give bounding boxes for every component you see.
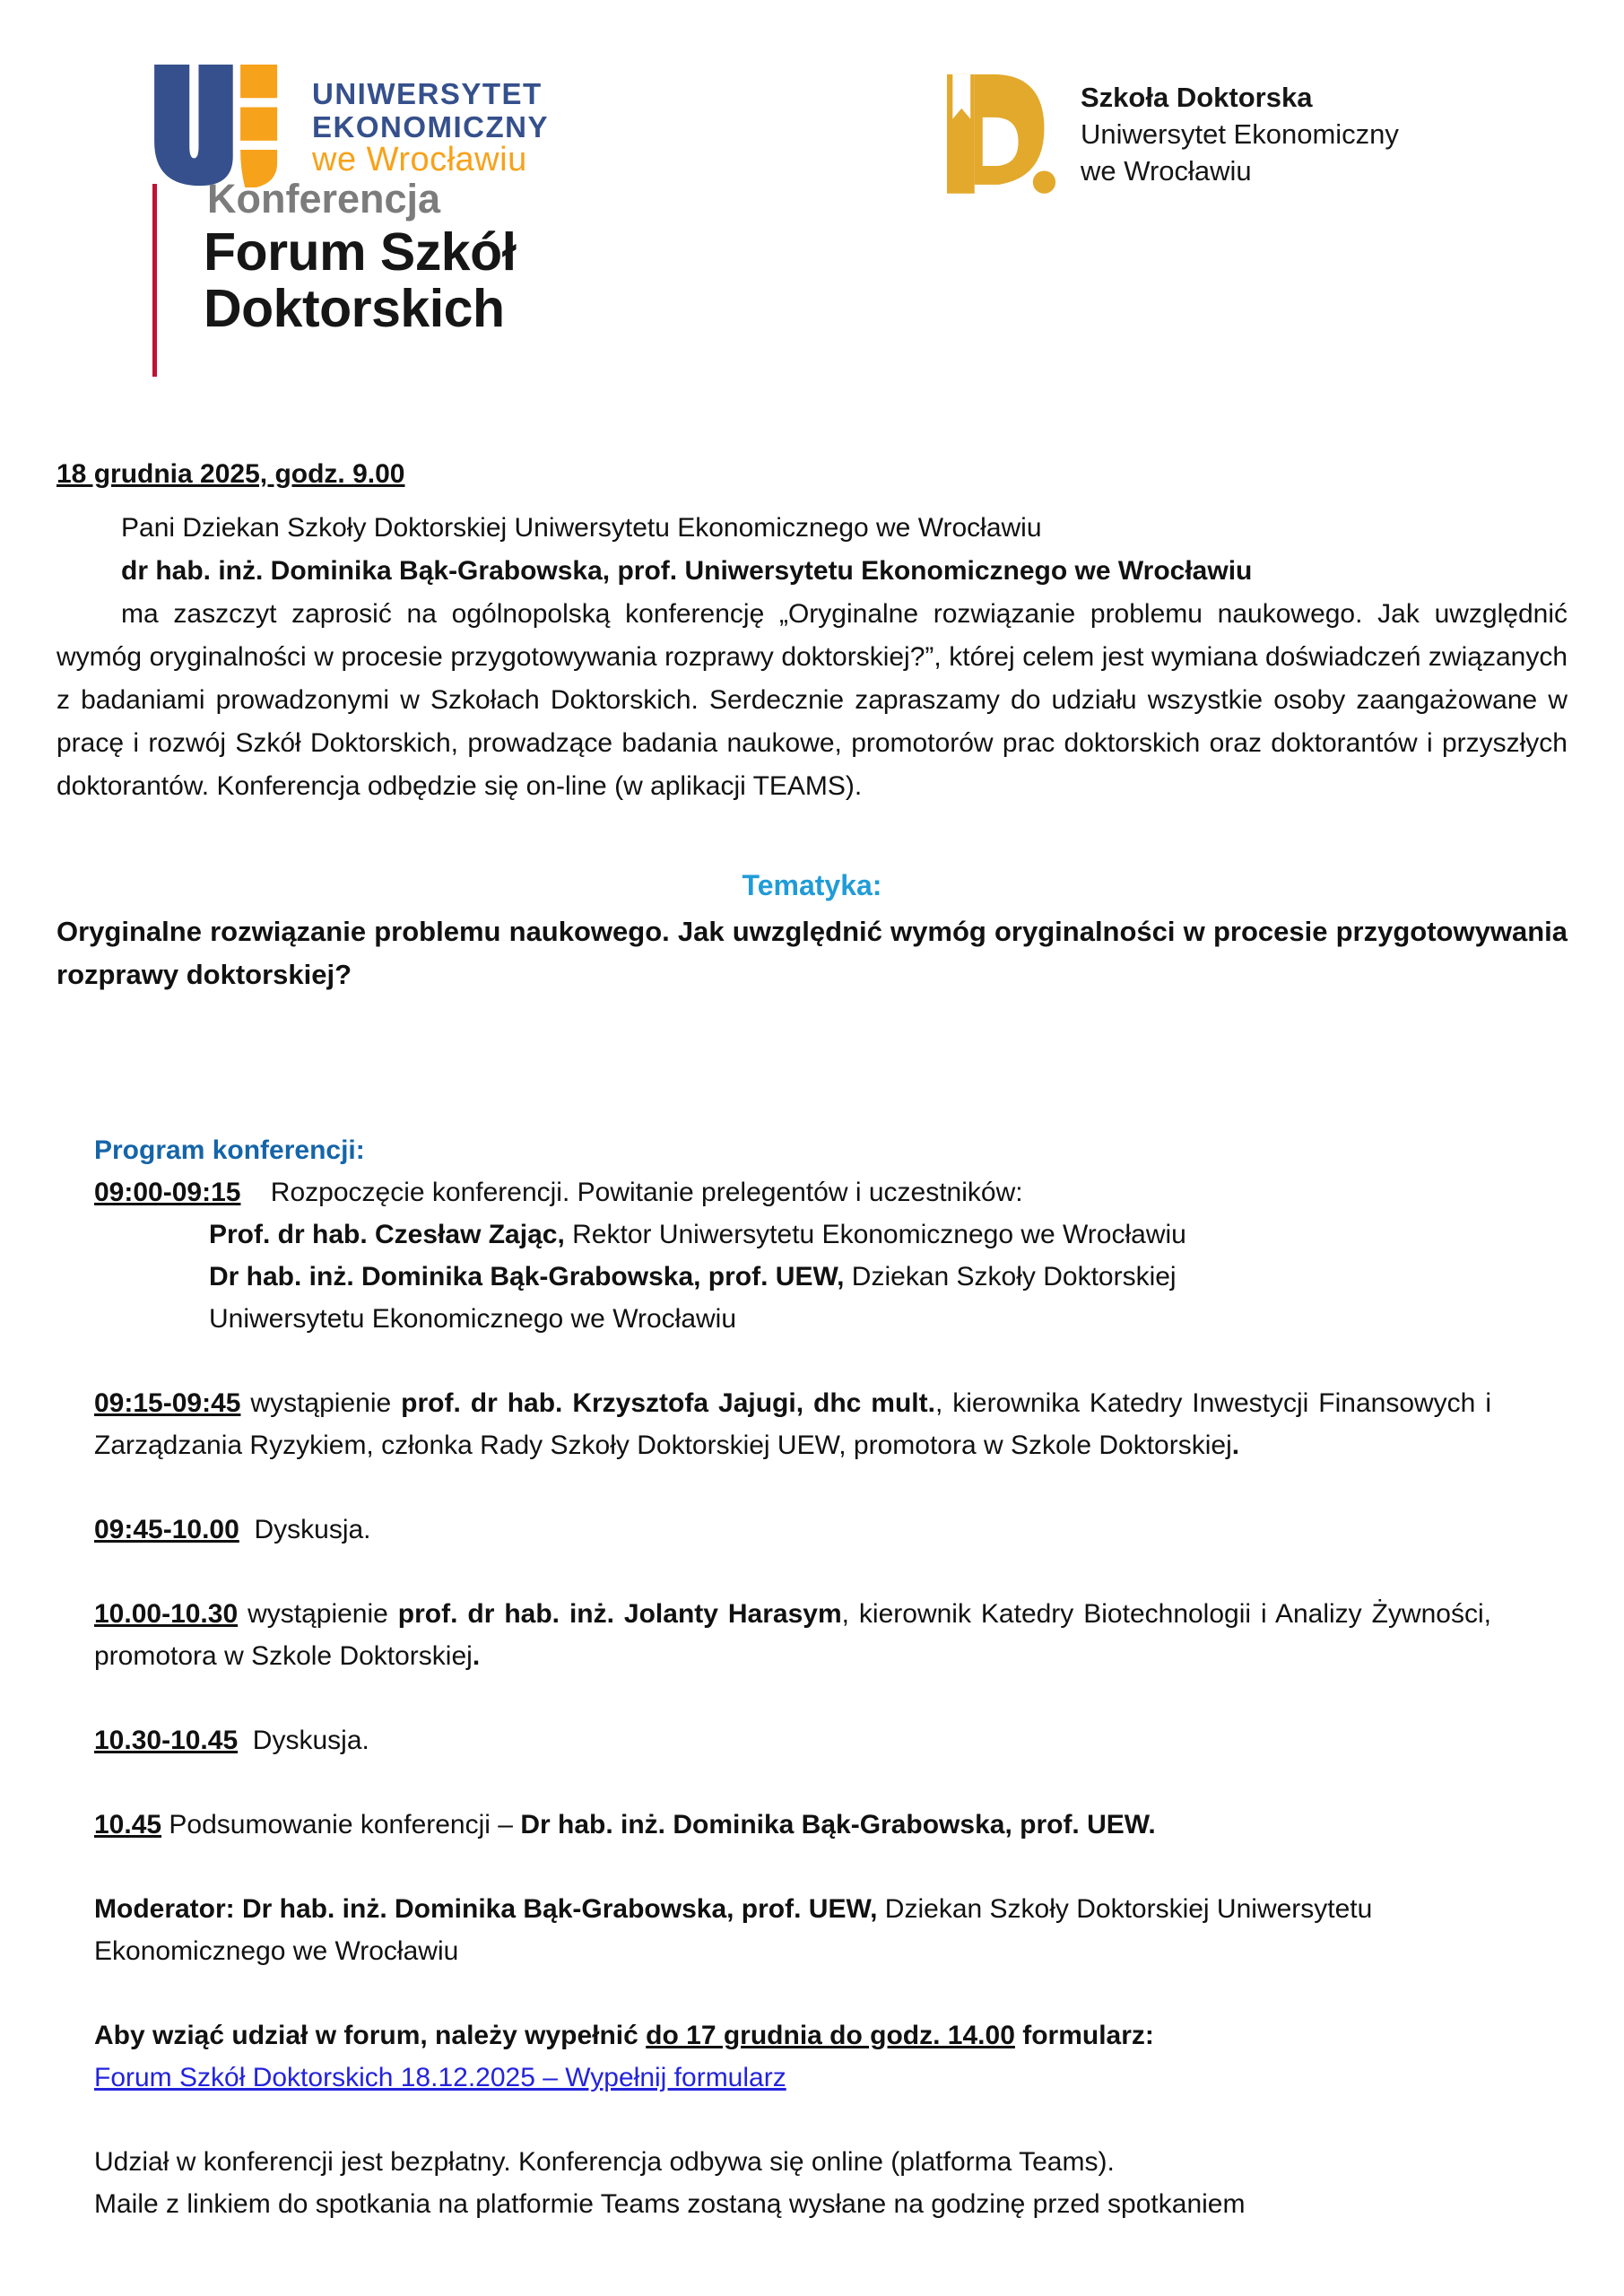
registration-link-line (94, 2057, 1491, 2099)
doctoral-school-wordmark (1081, 79, 1399, 189)
moderator-line: Moderator: Dr hab. inż. Dominika Bąk-Grabowska, prof. UEW, Dziekan Szkoły Doktorskiej Uniwersytetu Ekonomicznego we Wrocławiu (94, 1894, 1380, 1966)
program-item-discussion-2: 10.30-10.45 Dyskusja. (94, 1726, 369, 1755)
doctoral-school-logo-icon (947, 72, 1056, 194)
tematyka-text: Oryginalne rozwiązanie problemu naukowego. Jak uwzględnić wymóg oryginalności w procesie przygotowywania rozprawy doktorskiej? (56, 916, 1568, 990)
sd-logo-line3: we Wrocławiu (1081, 155, 1252, 187)
program-item-opening-line: 09:00-09:15 Rozpoczęcie konferencji. Powitanie prelegentów i uczestników: (94, 1178, 1023, 1207)
intro-line-dean: Pani Dziekan Szkoły Doktorskiej Uniwersytetu Ekonomicznego we Wrocławiu (121, 513, 1042, 543)
conference-label: Konferencja (207, 176, 441, 222)
tematyka-heading: Tematyka: (742, 869, 882, 901)
program-heading: Program konferencji: (94, 1135, 365, 1165)
conference-title-line2: Doktorskich (204, 279, 505, 338)
ue-logo-line3: we Wrocławiu (312, 141, 527, 178)
program-speaker-dziekan-cont: Uniwersytetu Ekonomicznego we Wrocławiu (209, 1304, 737, 1334)
program-item-summary: 10.45 Podsumowanie konferencji – Dr hab. inż. Dominika Bąk-Grabowska, prof. UEW. (94, 1810, 1156, 1839)
program-speaker-rektor: Prof. dr hab. Czesław Zając, Rektor Uniwersytetu Ekonomicznego we Wrocławiu (209, 1220, 1186, 1249)
event-date-heading: 18 grudnia 2025, godz. 9.00 (56, 459, 405, 489)
ue-logo-line1: UNIWERSYTET (312, 77, 543, 110)
footer-line-free: Udział w konferencji jest bezpłatny. Konferencja odbywa się online (platforma Teams). (94, 2147, 1115, 2177)
intro-line-dean-name: dr hab. inż. Dominika Bąk-Grabowska, prof. Uniwersytetu Ekonomicznego we Wrocławiu (121, 556, 1253, 586)
document-body (56, 453, 1568, 2225)
footer-line-mails: Maile z linkiem do spotkania na platformie Teams zostaną wysłane na godzinę przed spotkaniem (94, 2189, 1246, 2219)
registration-notice: Aby wziąć udział w forum, należy wypełnić do 17 grudnia do godz. 14.00 formularz: (94, 2021, 1154, 2050)
sd-logo-line1: Szkoła Doktorska (1081, 82, 1313, 113)
program-speaker-dziekan: Dr hab. inż. Dominika Bąk-Grabowska, prof. UEW, Dziekan Szkoły Doktorskiej (209, 1262, 1177, 1292)
invitation-paragraph: ma zaszczyt zaprosić na ogólnopolską konferencję „Oryginalne rozwiązanie problemu naukowego. Jak uwzględnić wymóg oryginalności w procesie przygotowywania rozprawy doktorskiej?”, której celem jest wymiana doświadczeń związanych z badaniami prowadzonymi w Szkołach Doktorskich. Serdecznie zapraszamy do udziału wszystkie osoby zaangażowane w pracę i rozwój Szkół Doktorskich, prowadzące badania naukowe, promotorów prac doktorskich oraz doktorantów i przyszłych doktorantów. Konferencja odbędzie się on-line (w aplikacji TEAMS). (56, 599, 1568, 801)
conference-title (204, 224, 517, 337)
footer-block (94, 2141, 1491, 2225)
program-item-harasym: 10.00-10.30 wystąpienie prof. dr hab. inż. Jolanty Harasym, kierownik Katedry Biotechnologii i Analizy Żywności, promotora w Szkole Doktorskiej. (94, 1599, 1499, 1671)
program-section (94, 1129, 1499, 2225)
program-item-discussion-1: 09:45-10.00 Dyskusja. (94, 1515, 371, 1544)
ue-university-logo-icon (154, 65, 280, 187)
ue-logo-wordmark (312, 77, 549, 177)
program-item-opening (94, 1171, 1491, 1340)
sd-logo-line2: Uniwersytet Ekonomiczny (1081, 118, 1399, 150)
ue-logo-line2: EKONOMICZNY (312, 110, 549, 144)
registration-block (94, 2014, 1491, 2099)
conference-title-line1: Forum Szkół (204, 222, 517, 282)
document-header (0, 0, 1624, 422)
program-item-jajuga: 09:15-09:45 wystąpienie prof. dr hab. Krzysztofa Jajugi, dhc mult., kierownika Katedry Inwestycji Finansowych i Zarządzania Ryzykiem, członka Rady Szkoły Doktorskiej UEW, promotora w Szkole Doktorskiej. (94, 1388, 1499, 1460)
red-accent-rule (152, 184, 157, 377)
registration-form-link[interactable]: Forum Szkół Doktorskich 18.12.2025 – Wypełnij formularz (94, 2063, 786, 2092)
